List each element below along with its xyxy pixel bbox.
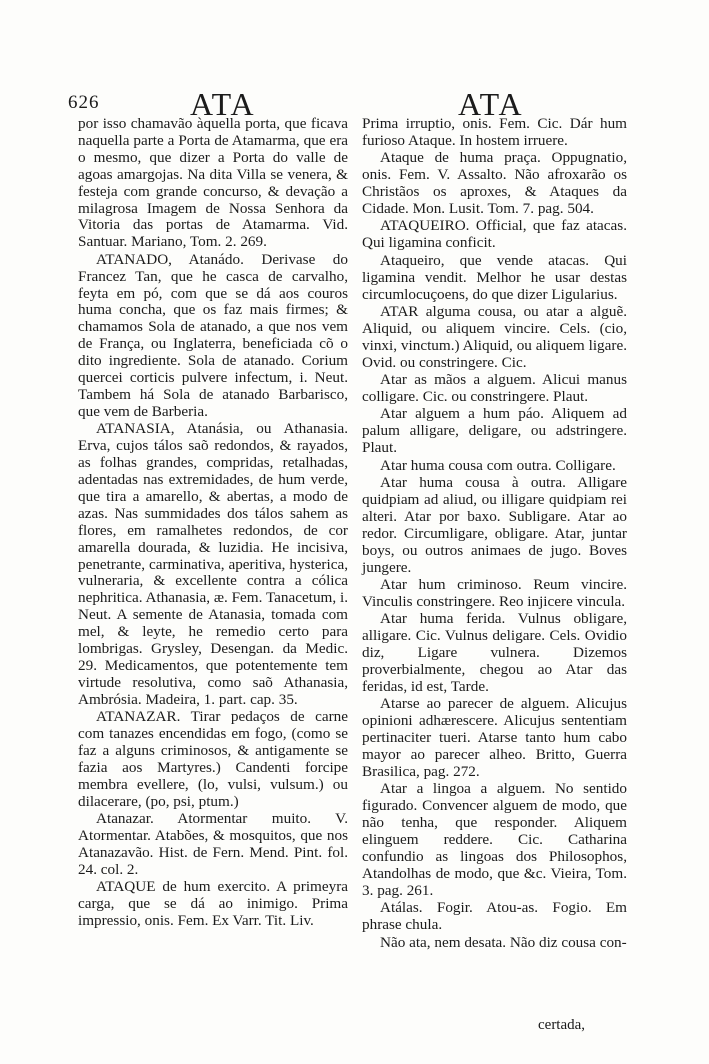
dictionary-entry: Atar huma cousa à outra. Alligare quidpiam ad aliud, ou illigare quidpiam rei alteri. Atar por baxo. Subligare. Atar ao redor. Circumligare, obligare. Atar, juntar boys, ou outros animaes de jugo. Boves jungere. <box>362 474 627 576</box>
dictionary-entry: Atar huma cousa com outra. Colligare. <box>380 456 616 474</box>
page-number: 626 <box>68 92 100 113</box>
dictionary-entry: Não ata, nem desata. Não diz cousa con- <box>380 933 627 951</box>
dictionary-entry: ATANAZAR. Tirar pedaços de carne com tanazes encendidas em fogo, (como se faz a alguns criminosos, & antigamente se fazia aos Martyres.) Candenti forcipe membra evellere, (lo, vulsi, vulsum.) ou dilacerare, (po, psi, ptum.) <box>78 708 348 810</box>
dictionary-entry: Ataqueiro, que vende atacas. Qui ligamina vendit. Melhor he usar destas circumlocuçoens, do que dizer Ligularius. <box>362 251 627 303</box>
dictionary-entry: Atarse ao parecer de alguem. Alicujus opinioni adhærescere. Alicujus sententiam pertinaciter tueri. Atarse tanto hum cabo mayor ao parecer alheo. Britto, Guerra Brasilica, pag. 272. <box>362 695 627 780</box>
running-head-right: ATA <box>458 86 524 122</box>
dictionary-entry: Atar a lingoa a alguem. No sentido figurado. Convencer alguem de modo, que não tenha, que responder. Aliquem elinguem reddere. Cic. Catharina confundio as lingoas dos Philosophos, Atandolhas de modo, que &c. Vieira, Tom. 3. pag. 261. <box>362 780 627 899</box>
dictionary-entry: Atar alguem a hum páo. Aliquem ad palum alligare, deligare, ou adstringere. Plaut. <box>362 405 627 457</box>
dictionary-entry: Ataque de huma praça. Oppugnatio, onis. Fem. V. Assalto. Não afroxarão os Christãos os aproxes, & Ataques da Cidade. Mon. Lusit. Tom. 7. pag. 504. <box>362 149 627 218</box>
running-head-left: ATA <box>190 86 256 122</box>
dictionary-entry: Atar huma ferida. Vulnus obligare, alligare. Cic. Vulnus deligare. Cels. Ovidio diz, Ligare vulnera. Dizemos proverbialmente, chegou ao Atar das feridas, id est, Tarde. <box>362 610 627 695</box>
dictionary-entry: ATANASIA, Atanásia, ou Athanasia. Erva, cujos tálos saõ redondos, & rayados, as folhas grandes, compridas, retalhadas, adentadas nas extremidades, de hum verde, que tira a amarello, & abertas, a modo de azas. Nas summidades dos tálos sahem as flores, em ramalhetes redondos, de cor amarella dourada, & luzidia. He incisiva, penetrante, carminativa, aperitiva, hysterica, vulneraria, & excellente contra a cólica nephritica. Athanasia, æ. Fem. Tanacetum, i. Neut. A semente de Atanasia, tomada com mel, & leyte, he remedio certo para lombrigas. Grysley, Desengan. da Medic. 29. Medicamentos, que potentemente tem virtude resolutiva, como saõ Athanasia, Ambrósia. Madeira, 1. part. cap. 35. <box>78 420 348 708</box>
dictionary-entry: Atar as mãos a alguem. Alicui manus colligare. Cic. ou constringere. Plaut. <box>362 371 627 405</box>
dictionary-entry: ATAQUE de hum exercito. A primeyra carga, que se dá ao inimigo. Prima impressio, onis. Fem. Ex Varr. Tit. Liv. <box>78 878 348 930</box>
dictionary-entry: Atanazar. Atormentar muito. V. Atormentar. Atabões, & mosquitos, que nos Atanazavão. Hist. de Fern. Mend. Pint. fol. 24. col. 2. <box>78 810 348 878</box>
dictionary-entry: Atálas. Fogir. Atou-as. Fogio. Em phrase chula. <box>362 899 627 934</box>
text-block: Prima irruptio, onis. Fem. Cic. Dár hum furioso Ataque. In hostem irruere. <box>362 115 627 149</box>
dictionary-entry: ATAQUEIRO. Official, que faz atacas. Qui ligamina conficit. <box>362 217 627 252</box>
dictionary-entry: ATANADO, Atanádo. Derivase do Francez Tan, que he casca de carvalho, feyta em pó, com que se dá aos couros huma concha, que os faz mais firmes; & chamamos Sola de atanado, a que nos vem de França, ou Inglaterra, beneficiada cõ o dito ingrediente. Sola de atanado. Corium quercei corticis pulvere infectum, i. Neut. Tambem há Sola de atanado Barbarisco, que vem de Barberia. <box>78 250 348 420</box>
dictionary-entry: ATAR alguma cousa, ou atar a alguẽ. Aliquid, ou aliquem vincire. Cels. (cio, vinxi, vinctum.) Aliquid, ou aliquem ligare. Ovid. ou constringere. Cic. <box>362 302 627 371</box>
catchword: certada, <box>538 1017 586 1033</box>
dictionary-entry: Atar hum criminoso. Reum vincire. Vinculis constringere. Reo injicere vincula. <box>362 575 627 610</box>
right-column <box>362 116 627 952</box>
text-block: por isso chamavão àquella porta, que ficava naquella parte a Porta de Atamarma, que era o mesmo, que dizer a Porta do valle de agoas amargojas. Na dita Villa se venera, & festeja com grande concurso, & devação a milagrosa Imagem de Nossa Senhora da Vitoria das portas de Atamarma. Vid. Santuar. Mariano, Tom. 2. 269. <box>78 115 348 251</box>
left-column <box>78 116 348 931</box>
